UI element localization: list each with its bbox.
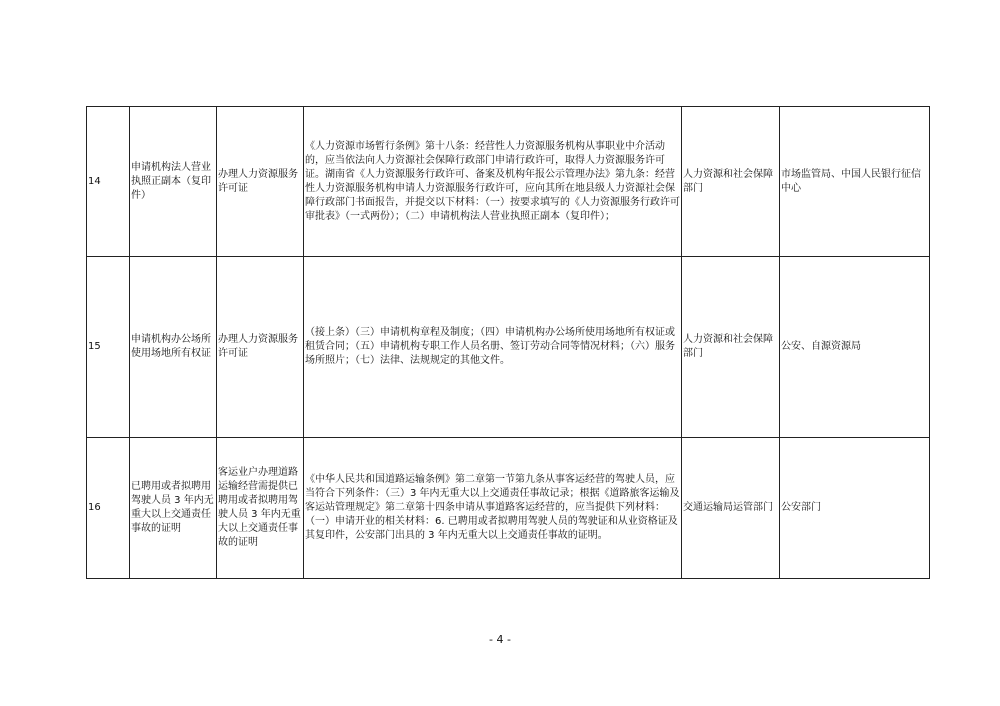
row-number: 14 — [87, 107, 130, 257]
cooperating-departments: 公安部门 — [780, 438, 930, 579]
issuing-department: 人力资源和社会保障部门 — [682, 257, 780, 438]
legal-basis: 《人力资源市场暂行条例》第十八条：经营性人力资源服务机构从事职业中介活动的，应当依法向人力资源社会保障行政部门申请行政许可，取得人力资源服务许可证。湖南省《人力资源服务行政许可、备案及机构年报公示管理办法》第九条：经营性人力资源服务机构申请人力资源服务行政许可，应向其所在地县级人力资源社会保障行政部门书面报告，并提交以下材料：（一）按要求填写的《人力资源服务行政许可审批表》（一式两份）；（二）申请机构法人营业执照正副本（复印件）； — [304, 107, 682, 257]
cooperating-departments: 市场监管局、中国人民银行征信中心 — [780, 107, 930, 257]
legal-basis: 《中华人民共和国道路运输条例》第二章第一节第九条从事客运经营的驾驶人员，应当符合下列条件：（三）3 年内无重大以上交通责任事故记录；根据《道路旅客运输及客运站管理规定》第二章第十四条申请从事道路客运经营的，应当提供下列材料：（一）申请开业的相关材料：6. 已聘用或者拟聘用驾驶人员的驾驶证和从业资格证及其复印件，公安部门出具的 3 年内无重大以上交通责任事故的证明。 — [304, 438, 682, 579]
material-name: 申请机构法人营业执照正副本（复印件） — [130, 107, 217, 257]
table-row — [87, 257, 930, 438]
cooperating-departments: 公安、自源资源局 — [780, 257, 930, 438]
material-name: 已聘用或者拟聘用驾驶人员 3 年内无重大以上交通责任事故的证明 — [130, 438, 217, 579]
table-row — [87, 107, 930, 257]
service-item: 办理人力资源服务许可证 — [217, 107, 304, 257]
table-row — [87, 438, 930, 579]
row-number: 16 — [87, 438, 130, 579]
row-number: 15 — [87, 257, 130, 438]
document-table — [86, 106, 930, 579]
service-item: 办理人力资源服务许可证 — [217, 257, 304, 438]
issuing-department: 交通运输局运管部门 — [682, 438, 780, 579]
material-name: 申请机构办公场所使用场地所有权证 — [130, 257, 217, 438]
issuing-department: 人力资源和社会保障部门 — [682, 107, 780, 257]
legal-basis: （接上条）（三）申请机构章程及制度；（四）申请机构办公场所使用场地所有权证或租赁合同；（五）申请机构专职工作人员名册、签订劳动合同等情况材料；（六）服务场所照片；（七）法律、法规规定的其他文件。 — [304, 257, 682, 438]
service-item: 客运业户办理道路运输经营需提供已聘用或者拟聘用驾驶人员 3 年内无重大以上交通责任事故的证明 — [217, 438, 304, 579]
page-number: - 4 - — [489, 633, 511, 646]
